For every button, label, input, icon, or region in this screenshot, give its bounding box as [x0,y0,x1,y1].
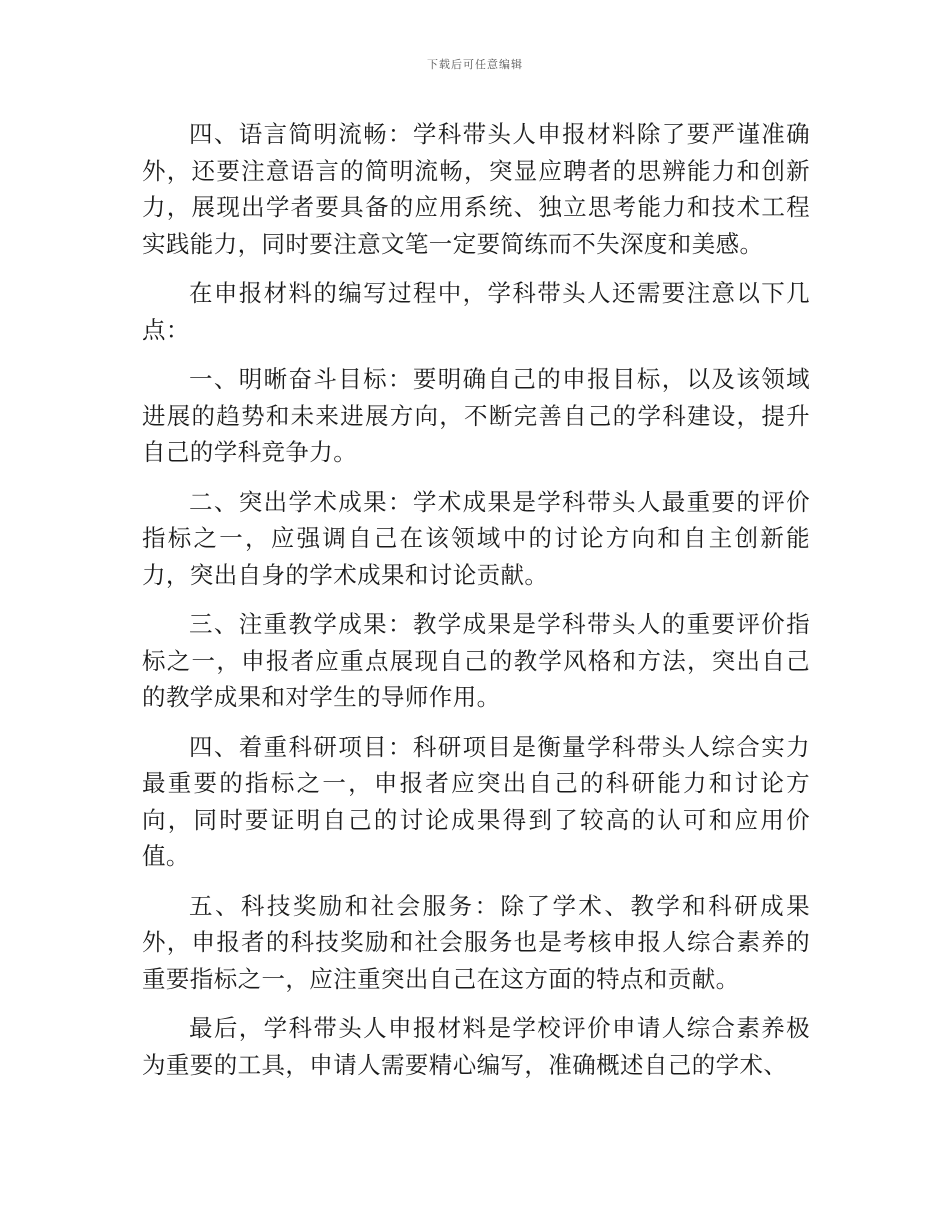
document-body [142,116,810,1096]
page-header: 下载后可任意编辑 [427,58,523,71]
paragraph-academic-achievements: 二、突出学术成果：学术成果是学科带头人最重要的评价指标之一，应强调自己在该领域中的讨论方向和自主创新能力，突出自身的学术成果和讨论贡献。 [142,487,810,589]
paragraph-awards-social-service: 五、科技奖励和社会服务：除了学术、教学和科研成果外，申报者的科技奖励和社会服务也是考核申报人综合素养的重要指标之一，应注重突出自己在这方面的特点和贡献。 [142,891,810,993]
paragraph-writing-notes-intro: 在申报材料的编写过程中，学科带头人还需要注意以下几点： [142,279,810,344]
paragraph-clear-goals: 一、明晰奋斗目标：要明确自己的申报目标，以及该领域进展的趋势和未来进展方向，不断完善自己的学科建设，提升自己的学科竞争力。 [142,365,810,466]
paragraph-teaching-achievements: 三、注重教学成果：教学成果是学科带头人的重要评价指标之一，申报者应重点展现自己的教学风格和方法，突出自己的教学成果和对学生的导师作用。 [142,610,810,711]
paragraph-language-concise: 四、语言简明流畅：学科带头人申报材料除了要严谨准确外，还要注意语言的简明流畅，突显应聘者的思辨能力和创新力，展现出学者要具备的应用系统、独立思考能力和技术工程实践能力，同时要注意文笔一定要简练而不失深度和美感。 [142,120,810,258]
paragraph-research-projects: 四、着重科研项目：科研项目是衡量学科带头人综合实力最重要的指标之一，申报者应突出自己的科研能力和讨论方向，同时要证明自己的讨论成果得到了较高的认可和应用价值。 [142,732,810,870]
paragraph-conclusion: 最后，学科带头人申报材料是学校评价申请人综合素养极为重要的工具，申请人需要精心编写，准确概述自己的学术、 [142,1014,810,1079]
